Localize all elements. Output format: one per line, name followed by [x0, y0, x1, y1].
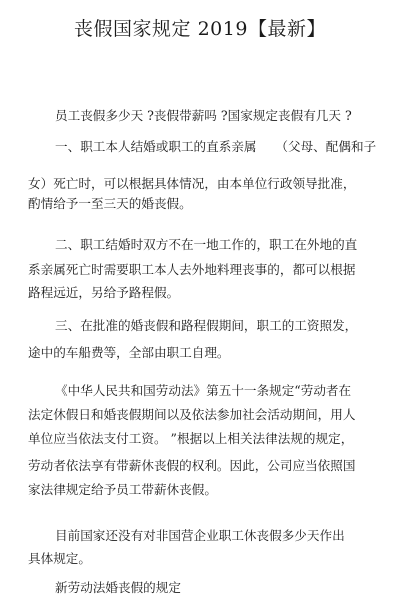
paragraph-line: 酌情给予一至三天的婚丧假。: [28, 196, 192, 211]
paragraph-line: 路程远近，另给予路程假。: [28, 285, 180, 300]
section-heading: 新劳动法婚丧假的规定: [55, 580, 181, 595]
paragraph-line: 途中的车船费等，全部由职工自理。: [28, 345, 230, 360]
paragraph-line: 劳动者依法享有带薪休丧假的权利。因此，公司应当依照国: [28, 458, 356, 473]
paragraph-line: 《中华人民共和国劳动法》第五十一条规定“劳动者在: [55, 383, 352, 398]
intro-line: 员工丧假多少天 ?丧假带薪吗 ?国家规定丧假有几天 ?: [55, 108, 352, 123]
paragraph-line: 系亲属死亡时需要职工本人去外地料理丧事的，都可以根据: [28, 262, 356, 277]
document-title: 丧假国家规定 2019【最新】: [74, 18, 326, 40]
paragraph-line: 一、职工本人结婚或职工的直系亲属 （父母、配偶和子: [55, 139, 377, 154]
paragraph-line: 单位应当依法支付工资。 ”根据以上相关法律法规的规定，: [28, 431, 354, 446]
paragraph-line: 三、在批准的婚丧假和路程假期间，职工的工资照发，: [55, 318, 358, 333]
paragraph-line: 法定休假日和婚丧假期间以及依法参加社会活动期间，用人: [28, 407, 356, 422]
paragraph-line: 目前国家还没有对非国营企业职工休丧假多少天作出: [55, 528, 345, 543]
paragraph-line: 具体规定。: [28, 551, 91, 566]
paragraph-line: 家法律规定给予员工带薪休丧假。: [28, 482, 217, 497]
paragraph-line: 二、职工结婚时双方不在一地工作的，职工在外地的直: [55, 237, 358, 252]
paragraph-line: 女）死亡时，可以根据具体情况，由本单位行政领导批准，: [28, 176, 356, 191]
